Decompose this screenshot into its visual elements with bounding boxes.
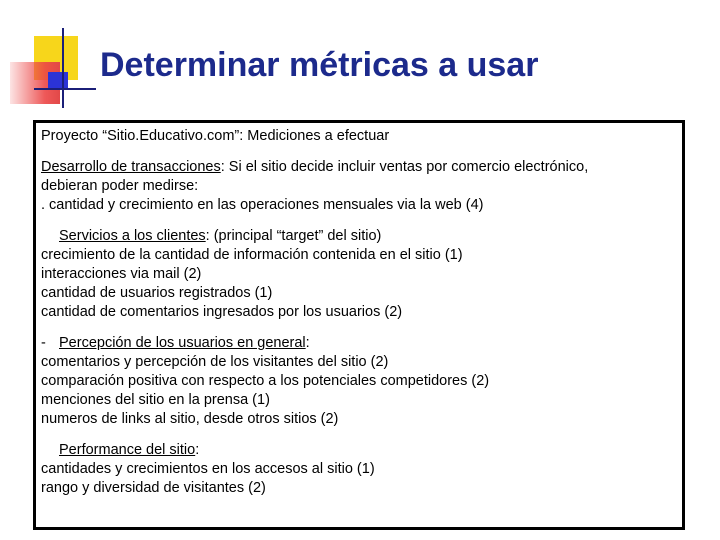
content-box [33,120,685,530]
section-line: interacciones via mail (2) [41,266,202,282]
section-servicios-clientes [41,227,682,322]
section-percepcion-usuarios [41,334,682,429]
section-title: Percepción de los usuarios en general [59,335,306,351]
section-dash: - [41,335,46,351]
section-performance-sitio [41,441,682,498]
section-desarrollo-transacciones [41,158,682,215]
content-heading: Proyecto “Sitio.Educativo.com”: Mediciones a efectuar [41,128,390,144]
section-line: cantidades y crecimientos en los accesos al sitio (1) [41,461,375,477]
section-line: crecimiento de la cantidad de información contenida en el sitio (1) [41,247,463,263]
section-title: Desarrollo de transacciones [41,159,221,175]
section-title-line [41,158,682,177]
section-line: cantidad de usuarios registrados (1) [41,285,273,301]
decorative-vertical-line [62,28,64,108]
section-line: comentarios y percepción de los visitantes del sitio (2) [41,354,389,370]
section-title-line [41,441,682,460]
section-title-suffix: : (principal “target” del sitio) [205,228,382,244]
section-title: Servicios a los clientes [59,228,206,244]
section-title: Performance del sitio [59,442,196,458]
section-title-suffix: : Si el sitio decide incluir ventas por comercio electrónico, [220,159,589,175]
section-title-line [41,334,682,353]
section-title-suffix: : [195,442,200,458]
section-line: . cantidad y crecimiento en las operaciones mensuales via la web (4) [41,197,484,213]
section-title-line [41,227,682,246]
section-line: debieran poder medirse: [41,178,199,194]
section-line: comparación positiva con respecto a los potenciales competidores (2) [41,373,490,389]
section-title-suffix: : [305,335,310,351]
section-line: numeros de links al sitio, desde otros sitios (2) [41,411,339,427]
section-line: menciones del sitio en la prensa (1) [41,392,270,408]
slide-title: Determinar métricas a usar [100,46,539,84]
section-line: cantidad de comentarios ingresados por los usuarios (2) [41,304,403,320]
decorative-horizontal-line [34,88,96,90]
section-line: rango y diversidad de visitantes (2) [41,480,266,496]
